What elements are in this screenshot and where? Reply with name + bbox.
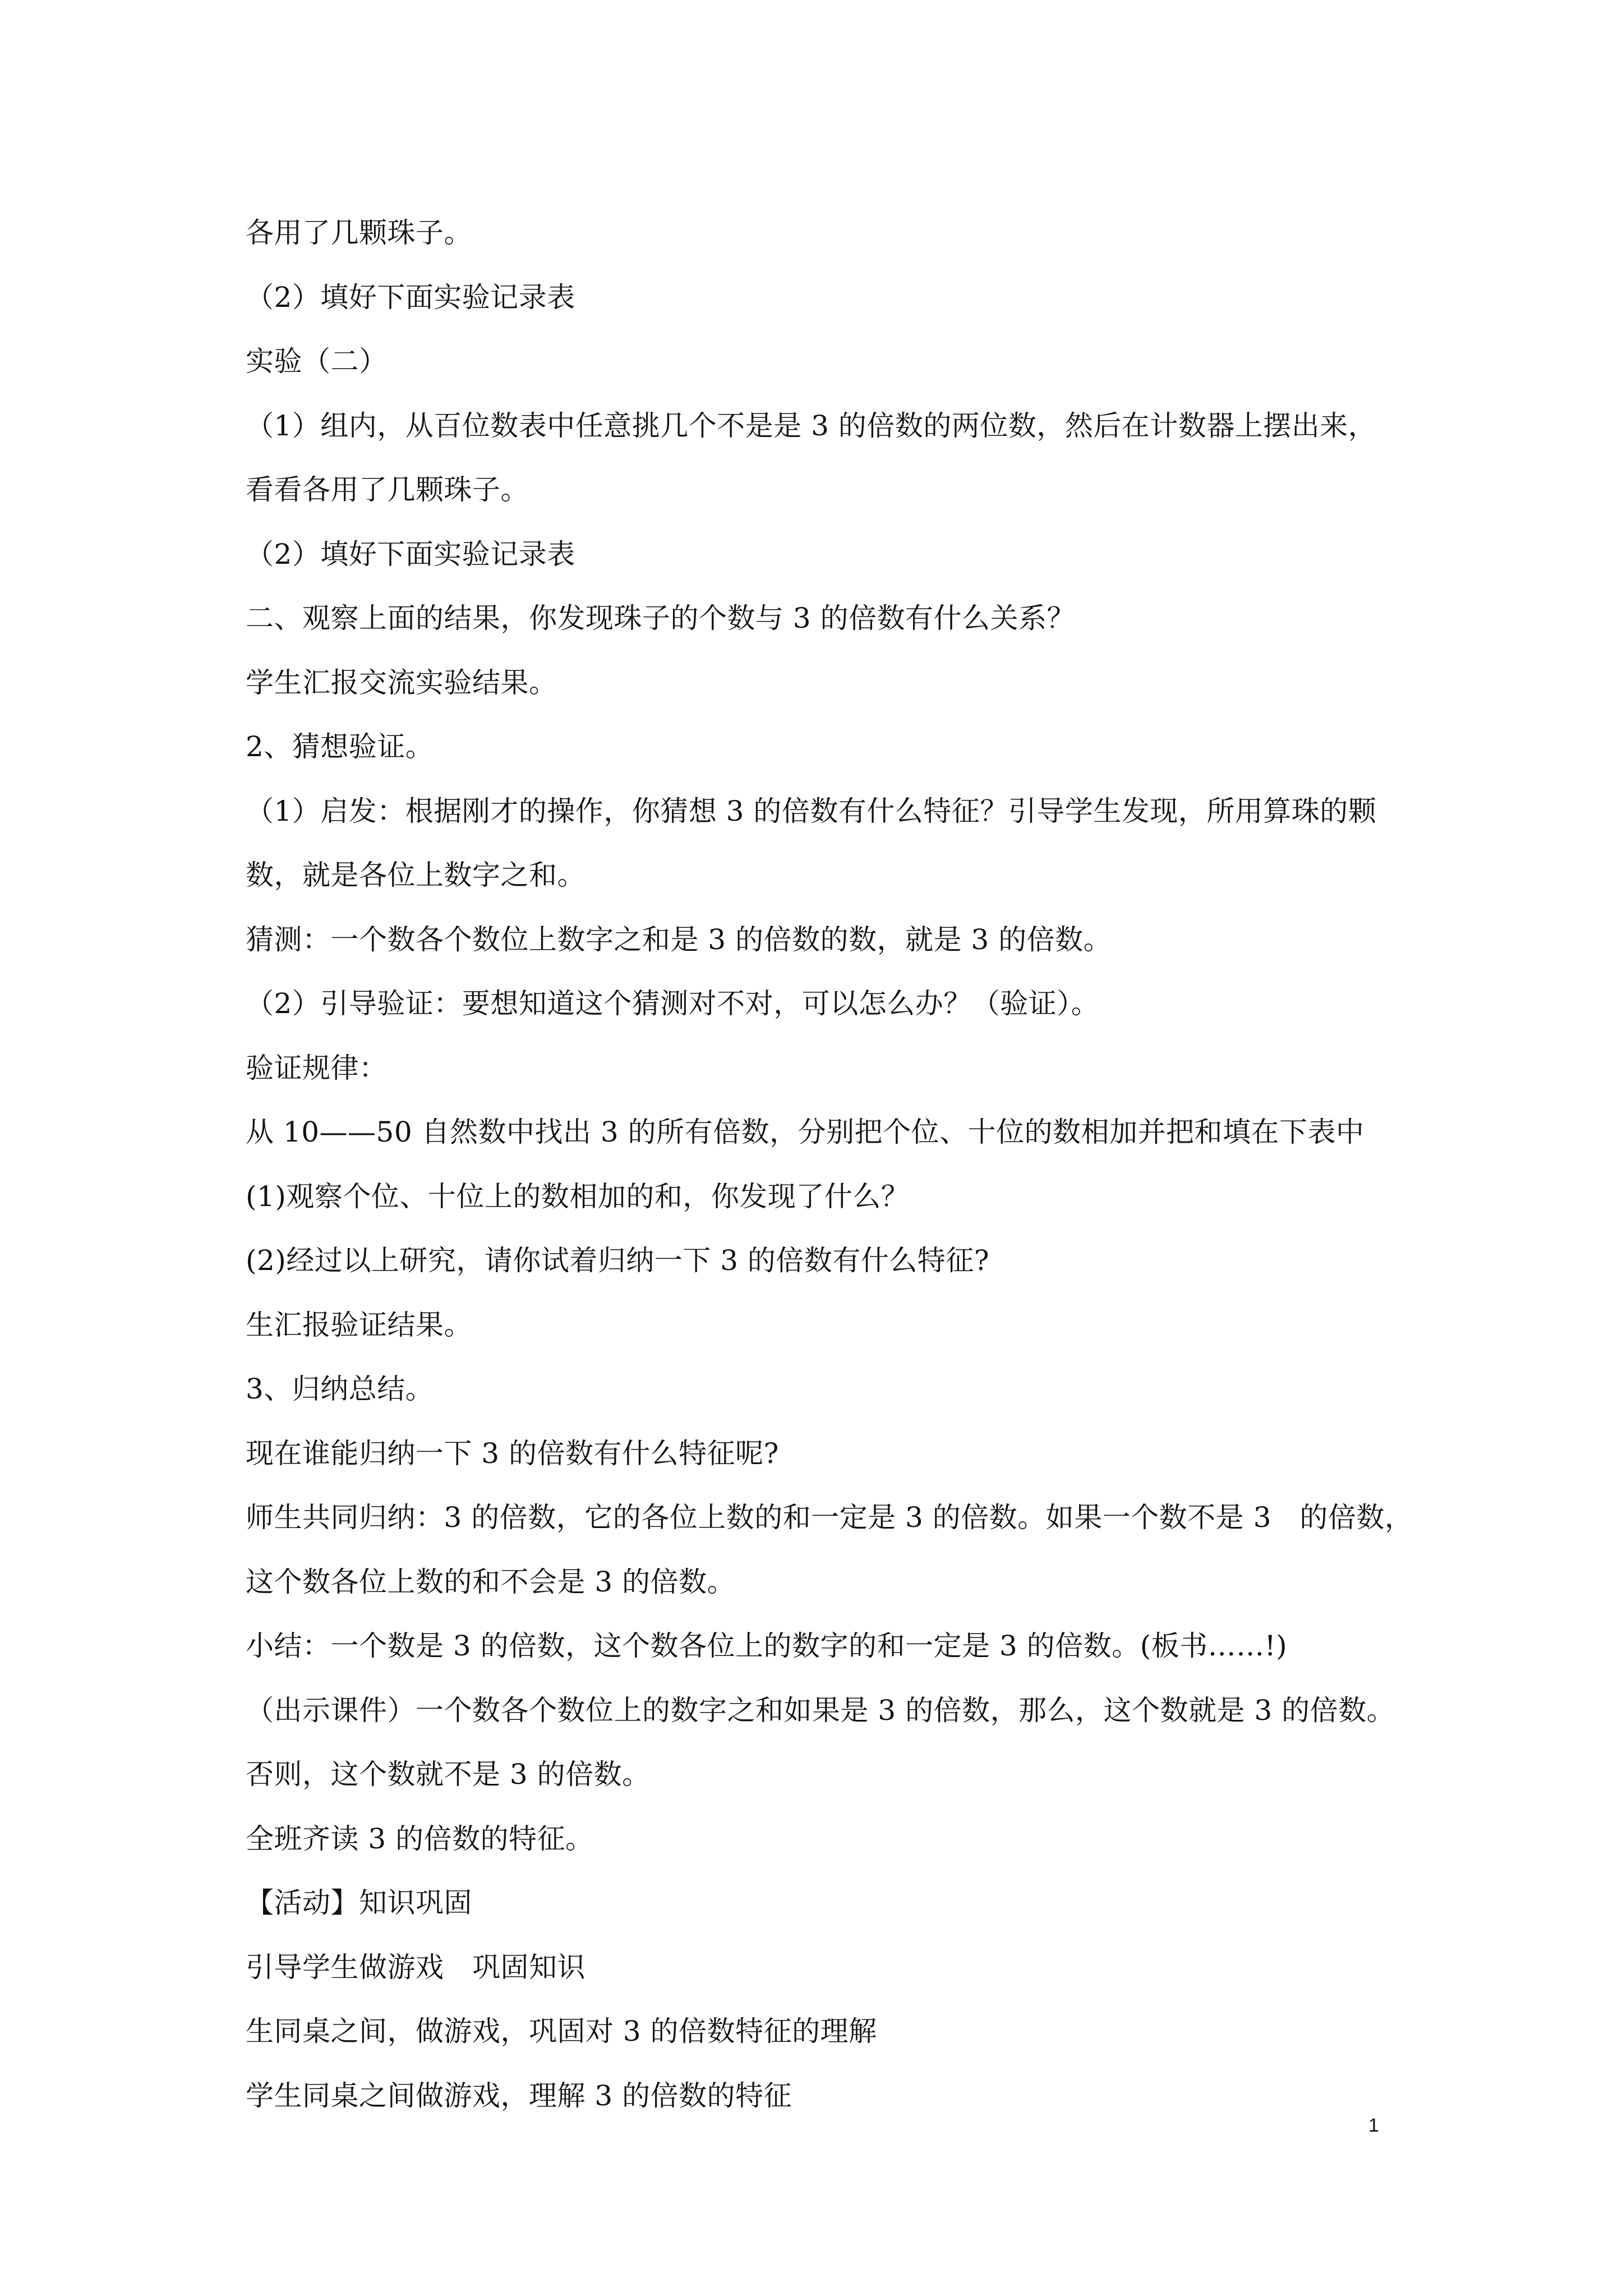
paragraph: 从 10——50 自然数中找出 3 的所有倍数，分别把个位、十位的数相加并把和填在下表中 [246,1116,1364,1148]
paragraph: (1)观察个位、十位上的数相加的和，你发现了什么？ [246,1180,910,1213]
paragraph: 数，就是各位上数字之和。 [246,859,585,891]
page-number: 1 [1368,2115,1379,2136]
paragraph: 全班齐读 3 的倍数的特征。 [246,1822,594,1855]
paragraph: 【活动】知识巩固 [246,1887,472,1919]
paragraph: 师生共同归纳：3 的倍数，它的各位上数的和一定是 3 的倍数。如果一个数不是 3 的倍数， [246,1501,1413,1534]
paragraph: (2)经过以上研究，请你试着归纳一下 3 的倍数有什么特征? [246,1244,990,1277]
paragraph: 这个数各位上数的和不会是 3 的倍数。 [246,1565,736,1598]
paragraph: 二、观察上面的结果，你发现珠子的个数与 3 的倍数有什么关系？ [246,602,1076,634]
paragraph: 学生同桌之间做游戏，理解 3 的倍数的特征 [246,2079,792,2112]
paragraph: 看看各用了几颗珠子。 [246,473,529,506]
paragraph: （出示课件）一个数各个数位上的数字之和如果是 3 的倍数，那么，这个数就是 3 的倍数。 [246,1694,1395,1727]
paragraph: 学生汇报交流实验结果。 [246,666,557,699]
paragraph: 各用了几颗珠子。 [246,217,472,249]
paragraph: 现在谁能归纳一下 3 的倍数有什么特征呢? [246,1437,779,1470]
paragraph: （2）填好下面实验记录表 [246,537,575,570]
paragraph: （1）启发：根据刚才的操作，你猜想 3 的倍数有什么特征？引导学生发现，所用算珠的颗 [246,794,1377,827]
paragraph: 验证规律： [246,1051,388,1084]
paragraph: 3、归纳总结。 [246,1373,434,1405]
paragraph: 生汇报验证结果。 [246,1308,472,1341]
paragraph: 小结：一个数是 3 的倍数，这个数各位上的数字的和一定是 3 的倍数。(板书……!) [246,1630,1288,1662]
paragraph: 实验（二） [246,345,388,378]
paragraph: 2、猜想验证。 [246,730,434,763]
paragraph: 生同桌之间，做游戏，巩固对 3 的倍数特征的理解 [246,2015,877,2047]
paragraph: （1）组内，从百位数表中任意挑几个不是是 3 的倍数的两位数，然后在计数器上摆出来， [246,409,1377,442]
paragraph: 引导学生做游戏 巩固知识 [246,1950,585,1984]
paragraph: 否则，这个数就不是 3 的倍数。 [246,1758,651,1791]
paragraph: （2）填好下面实验记录表 [246,280,575,314]
document-body [246,201,1413,2128]
paragraph: 猜测：一个数各个数位上数字之和是 3 的倍数的数，就是 3 的倍数。 [246,923,1112,956]
paragraph: （2）引导验证：要想知道这个猜测对不对，可以怎么办？（验证）。 [246,987,1100,1020]
